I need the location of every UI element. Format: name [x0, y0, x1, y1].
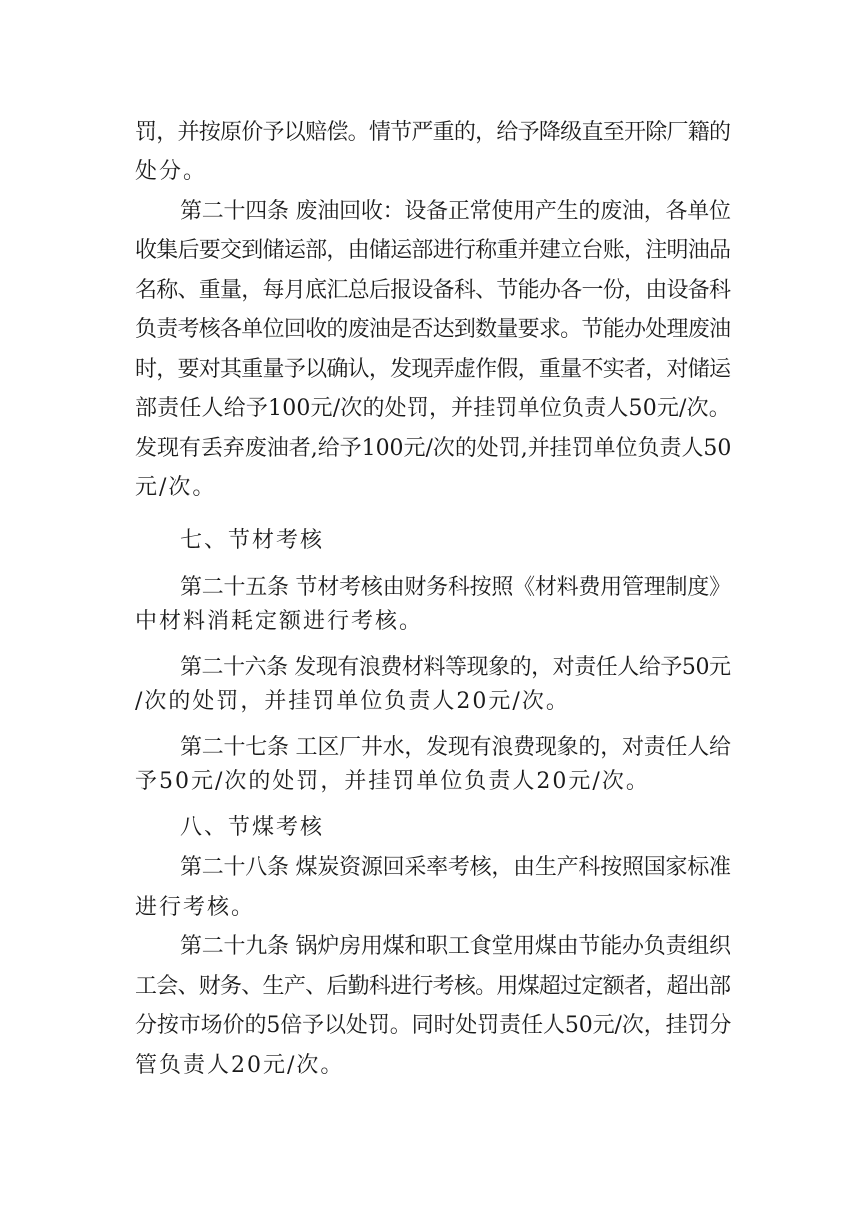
text-line: 时，要对其重量予以确认，发现弄虚作假，重量不实者，对储运: [135, 357, 731, 382]
text-line: 元/次。: [135, 475, 217, 500]
section-heading: 七、节材考核: [180, 528, 325, 553]
text-line: 罚，并按原价予以赔偿。情节严重的，给予降级直至开除厂籍的: [135, 120, 731, 145]
text-line: /次的处罚，并挂罚单位负责人20元/次。: [135, 689, 570, 714]
text-line: 名称、重量，每月底汇总后报设备科、节能办各一份，由设备科: [135, 278, 731, 303]
text-line: 工会、财务、生产、后勤科进行考核。用煤超过定额者，超出部: [135, 974, 731, 999]
text-line: 第二十九条 锅炉房用煤和职工食堂用煤由节能办负责组织: [180, 934, 731, 959]
text-line: 负责考核各单位回收的废油是否达到数量要求。节能办处理废油: [135, 317, 731, 342]
text-line: 管负责人20元/次。: [135, 1053, 345, 1078]
text-line: 第二十四条 废油回收：设备正常使用产生的废油，各单位: [180, 199, 731, 224]
text-line: 予50元/次的处罚，并挂罚单位负责人20元/次。: [135, 769, 650, 794]
text-line: 发现有丢弃废油者,给予100元/次的处罚,并挂罚单位负责人50: [135, 436, 732, 461]
text-line: 中材料消耗定额进行考核。: [135, 609, 424, 634]
text-line: 处分。: [135, 159, 208, 184]
text-line: 分按市场价的5倍予以处罚。同时处罚责任人50元/次，挂罚分: [135, 1013, 732, 1038]
text-line: 进行考核。: [135, 895, 256, 920]
text-line: 第二十八条 煤炭资源回采率考核，由生产科按照国家标准: [180, 855, 731, 880]
text-line: 第二十七条 工区厂井水，发现有浪费现象的，对责任人给: [180, 735, 731, 760]
section-heading: 八、节煤考核: [180, 815, 325, 840]
text-line: 第二十六条 发现有浪费材料等现象的，对责任人给予50元: [180, 655, 731, 680]
text-line: 第二十五条 节材考核由财务科按照《材料费用管理制度》: [180, 575, 731, 600]
text-line: 部责任人给予100元/次的处罚，并挂罚单位负责人50元/次。: [135, 396, 731, 421]
text-line: 收集后要交到储运部，由储运部进行称重并建立台账，注明油品: [135, 238, 731, 263]
